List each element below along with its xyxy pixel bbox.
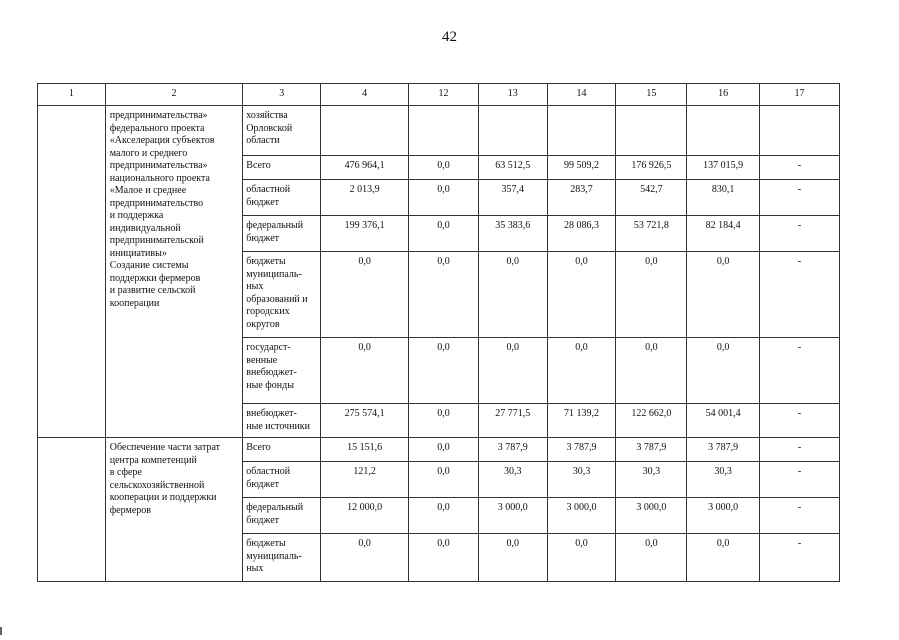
value-cell: - [760,498,840,534]
page-number: 42 [442,29,457,45]
header-cell: 16 [687,84,760,106]
scan-mark [0,627,2,635]
value-cell: 0,0 [409,498,479,534]
funding-source: федеральный бюджет [243,216,321,252]
value-cell: 53 721,8 [616,216,687,252]
value-cell: 0,0 [321,338,409,404]
value-cell: 3 787,9 [478,438,547,462]
value-cell: 0,0 [547,338,616,404]
funding-table [37,83,840,582]
value-cell: 2 013,9 [321,180,409,216]
value-cell: 30,3 [478,462,547,498]
header-cell: 13 [478,84,547,106]
funding-source: Всего [243,438,321,462]
value-cell: 3 787,9 [547,438,616,462]
value-cell: 3 787,9 [616,438,687,462]
value-cell: - [760,216,840,252]
value-cell: 0,0 [409,534,479,582]
value-cell: 0,0 [616,338,687,404]
header-cell: 1 [38,84,106,106]
header-row [38,84,840,106]
value-cell: - [760,534,840,582]
value-cell [547,106,616,156]
value-cell: 357,4 [478,180,547,216]
value-cell: 0,0 [409,338,479,404]
value-cell: 121,2 [321,462,409,498]
value-cell: 0,0 [409,180,479,216]
value-cell: 0,0 [321,534,409,582]
value-cell: 476 964,1 [321,156,409,180]
table-row [38,438,840,462]
col1-cell [38,438,106,582]
header-cell: 12 [409,84,479,106]
value-cell: - [760,438,840,462]
funding-source: федеральный бюджет [243,498,321,534]
value-cell: 0,0 [616,252,687,338]
value-cell: - [760,156,840,180]
measure-description: Обеспечение части затрат центра компетенций в сфере сельскохозяйственной кооперации и поддержки фермеров [105,438,243,582]
value-cell: 137 015,9 [687,156,760,180]
funding-source: Всего [243,156,321,180]
header-cell: 15 [616,84,687,106]
value-cell: 15 151,6 [321,438,409,462]
funding-source: внебюджет- ные источники [243,404,321,438]
value-cell: 30,3 [687,462,760,498]
header-cell: 2 [105,84,243,106]
value-cell: 0,0 [478,252,547,338]
value-cell: 3 000,0 [687,498,760,534]
value-cell [409,106,479,156]
value-cell: 0,0 [687,338,760,404]
value-cell: 71 139,2 [547,404,616,438]
header-cell: 17 [760,84,840,106]
value-cell: 0,0 [409,156,479,180]
value-cell: 0,0 [409,252,479,338]
value-cell: 35 383,6 [478,216,547,252]
funding-source: хозяйства Орловской области [243,106,321,156]
value-cell: 0,0 [409,404,479,438]
funding-source: бюджеты муниципаль- ных образований и городских округов [243,252,321,338]
value-cell: 0,0 [409,438,479,462]
value-cell: - [760,338,840,404]
value-cell: - [760,404,840,438]
value-cell: 0,0 [616,534,687,582]
value-cell: 63 512,5 [478,156,547,180]
value-cell: - [760,252,840,338]
value-cell: 0,0 [321,252,409,338]
table-row [38,106,840,156]
value-cell: 3 000,0 [616,498,687,534]
value-cell: 82 184,4 [687,216,760,252]
value-cell: 0,0 [409,462,479,498]
value-cell: 30,3 [616,462,687,498]
value-cell: 199 376,1 [321,216,409,252]
value-cell: 0,0 [478,338,547,404]
value-cell: 3 000,0 [547,498,616,534]
value-cell: 275 574,1 [321,404,409,438]
header-cell: 3 [243,84,321,106]
col1-cell [38,106,106,438]
value-cell: 0,0 [687,534,760,582]
measure-description: предпринимательства» федерального проекта «Акселерация субъектов малого и среднего предпринимательства» национального проекта «Малое и среднее предпринимательство и поддержка индивидуальной предпринимательской инициативы» Создание системы поддержки фермеров и развитие сельской кооперации [105,106,243,438]
value-cell: 27 771,5 [478,404,547,438]
value-cell: 54 001,4 [687,404,760,438]
value-cell: 0,0 [478,534,547,582]
value-cell: 28 086,3 [547,216,616,252]
value-cell [478,106,547,156]
value-cell: 122 662,0 [616,404,687,438]
value-cell: - [760,180,840,216]
value-cell: 830,1 [687,180,760,216]
funding-source: государст- венные внебюджет- ные фонды [243,338,321,404]
value-cell: 0,0 [687,252,760,338]
value-cell: 176 926,5 [616,156,687,180]
value-cell: 542,7 [616,180,687,216]
value-cell [321,106,409,156]
value-cell: 0,0 [409,216,479,252]
value-cell: 99 509,2 [547,156,616,180]
value-cell: 0,0 [547,252,616,338]
funding-source: бюджеты муниципаль- ных [243,534,321,582]
value-cell [687,106,760,156]
value-cell: 30,3 [547,462,616,498]
funding-source: областной бюджет [243,462,321,498]
value-cell [760,106,840,156]
value-cell [616,106,687,156]
funding-source: областной бюджет [243,180,321,216]
header-cell: 4 [321,84,409,106]
value-cell: 3 000,0 [478,498,547,534]
value-cell: 0,0 [547,534,616,582]
value-cell: 283,7 [547,180,616,216]
value-cell: 12 000,0 [321,498,409,534]
header-cell: 14 [547,84,616,106]
value-cell: - [760,462,840,498]
value-cell: 3 787,9 [687,438,760,462]
